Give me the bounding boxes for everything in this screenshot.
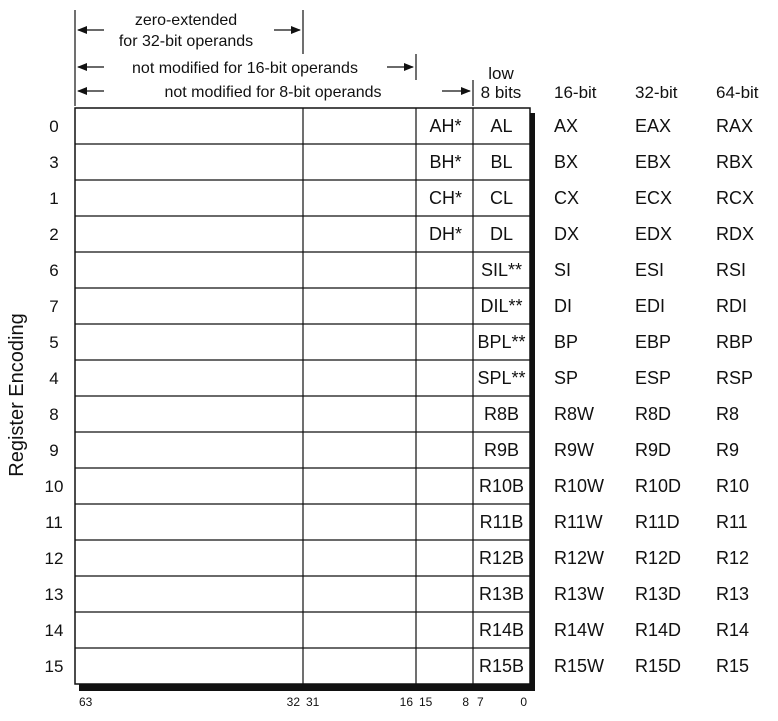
register-32-bit: EAX [635, 116, 672, 136]
register-64-bit: R14 [716, 620, 750, 640]
register-64-bit: R9 [716, 440, 740, 460]
register-64-bit: RBP [716, 332, 754, 352]
encoding-number: 8 [49, 405, 59, 424]
header-32-bit: 32-bit [635, 83, 678, 102]
high-byte-register: CH* [428, 188, 463, 208]
bit-position-label: 7 [477, 695, 484, 709]
header-64-bit: 64-bit [716, 83, 759, 102]
annotation-not-modified-16: not modified for 16-bit operands [132, 60, 358, 77]
header-low-line2: 8 bits [480, 83, 522, 102]
register-32-bit: R14D [635, 620, 682, 640]
register-64-bit: RCX [716, 188, 755, 208]
register-32-bit: R9D [635, 440, 672, 460]
encoding-number: 10 [44, 477, 64, 496]
register-32-bit: EDI [635, 296, 666, 316]
register-16-bit: DI [554, 296, 572, 316]
bit-position-label: 0 [520, 695, 527, 709]
register-32-bit: R13D [635, 584, 682, 604]
side-label-register-encoding: Register Encoding [6, 313, 28, 477]
encoding-number: 11 [45, 513, 63, 532]
encoding-number: 1 [49, 189, 59, 208]
high-byte-register: AH* [429, 116, 462, 136]
register-32-bit: R15D [635, 656, 682, 676]
register-16-bit: R11W [554, 512, 603, 532]
annotation-zero-extended-line1: zero-extended [134, 12, 238, 29]
low-byte-register: R14B [478, 620, 525, 640]
register-32-bit: R10D [635, 476, 682, 496]
encoding-number: 9 [49, 441, 59, 460]
low-byte-register: DIL** [480, 296, 523, 316]
register-16-bit: R12W [554, 548, 605, 568]
register-16-bit: R8W [554, 404, 594, 424]
bit-position-label: 32 [286, 695, 300, 709]
low-byte-register: R15B [478, 656, 525, 676]
register-16-bit: R14W [554, 620, 605, 640]
register-32-bit: EBP [635, 332, 672, 352]
encoding-number: 13 [44, 585, 64, 604]
encoding-number: 0 [49, 117, 59, 136]
register-64-bit: R12 [716, 548, 750, 568]
register-16-bit: SI [554, 260, 572, 280]
low-byte-register: R11B [479, 512, 524, 532]
encoding-number: 4 [49, 369, 59, 388]
low-byte-register: SIL** [480, 260, 523, 280]
register-64-bit: RSI [716, 260, 747, 280]
register-64-bit: RDX [716, 224, 755, 244]
header-16-bit: 16-bit [554, 83, 597, 102]
register-16-bit: AX [554, 116, 579, 136]
register-16-bit: R15W [554, 656, 605, 676]
register-32-bit: ESI [635, 260, 665, 280]
encoding-number: 6 [49, 261, 59, 280]
register-16-bit: R9W [554, 440, 594, 460]
bit-position-label: 31 [306, 695, 320, 709]
encoding-number: 12 [44, 549, 64, 568]
encoding-number: 14 [44, 621, 64, 640]
encoding-number: 5 [49, 333, 59, 352]
encoding-number: 7 [49, 297, 59, 316]
register-64-bit: RAX [716, 116, 754, 136]
low-byte-register: R9B [483, 440, 520, 460]
low-byte-register: BPL** [477, 332, 526, 352]
register-32-bit: ESP [635, 368, 672, 388]
register-16-bit: BP [554, 332, 579, 352]
register-16-bit: SP [554, 368, 579, 388]
low-byte-register: CL [489, 188, 514, 208]
register-16-bit: R10W [554, 476, 605, 496]
encoding-number: 2 [49, 225, 59, 244]
register-64-bit: R11 [716, 512, 748, 532]
low-byte-register: R8B [483, 404, 520, 424]
low-byte-register: AL [490, 116, 513, 136]
register-16-bit: CX [554, 188, 580, 208]
register-64-bit: R10 [716, 476, 750, 496]
low-byte-register: R13B [478, 584, 525, 604]
low-byte-register: BL [490, 152, 513, 172]
register-64-bit: R8 [716, 404, 740, 424]
register-32-bit: R8D [635, 404, 672, 424]
register-32-bit: EBX [635, 152, 672, 172]
register-64-bit: RDI [716, 296, 747, 316]
low-byte-register: DL [489, 224, 514, 244]
bit-position-label: 15 [419, 695, 433, 709]
register-64-bit: R13 [716, 584, 750, 604]
register-64-bit: RBX [716, 152, 754, 172]
encoding-number: 3 [49, 153, 59, 172]
low-byte-register: SPL** [477, 368, 526, 388]
bit-position-label: 63 [79, 695, 93, 709]
high-byte-register: BH* [429, 152, 462, 172]
low-byte-register: R12B [478, 548, 525, 568]
annotation-zero-extended-line2: for 32-bit operands [118, 33, 254, 50]
register-64-bit: R15 [716, 656, 750, 676]
header-low-line1: low [488, 64, 514, 83]
register-32-bit: EDX [635, 224, 673, 244]
register-64-bit: RSP [716, 368, 754, 388]
high-byte-register: DH* [428, 224, 463, 244]
register-16-bit: R13W [554, 584, 605, 604]
register-32-bit: R12D [635, 548, 682, 568]
low-byte-register: R10B [478, 476, 525, 496]
register-16-bit: DX [554, 224, 580, 244]
register-32-bit: ECX [635, 188, 673, 208]
annotation-not-modified-8: not modified for 8-bit operands [164, 84, 382, 101]
encoding-number: 15 [44, 657, 64, 676]
bit-position-label: 16 [399, 695, 413, 709]
register-32-bit: R11D [635, 512, 680, 532]
register-16-bit: BX [554, 152, 579, 172]
bit-position-label: 8 [462, 695, 469, 709]
